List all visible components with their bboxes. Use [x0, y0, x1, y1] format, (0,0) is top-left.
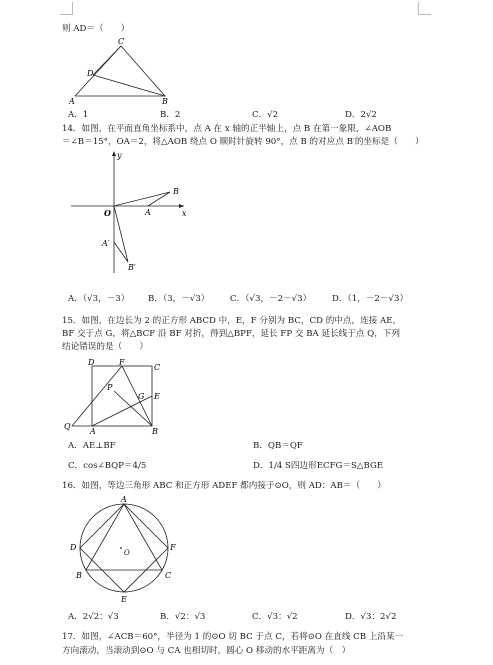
crop-mark-right	[418, 2, 431, 15]
q14-option-a: A．（√3，－3）	[68, 294, 130, 304]
label-B: B	[76, 571, 82, 580]
label-A: A	[121, 495, 127, 504]
q13-option-d: D．2√2	[345, 110, 377, 120]
q16-figure	[70, 495, 176, 604]
label-B: B	[152, 427, 158, 436]
label-B-prime: B′	[128, 263, 136, 272]
label-A-prime: A′	[102, 239, 110, 248]
q14-line2: ＝∠B＝15°，OA＝2，将△AOB 绕点 O 顺时针旋转 90°，点 B 的对应点 B′的坐标是（ ）	[62, 137, 424, 147]
label-A: A	[145, 208, 151, 217]
q16-option-c: C．√3：√2	[252, 612, 298, 622]
label-B: B	[162, 97, 168, 106]
label-x: x	[182, 209, 187, 218]
q14-option-b: B．（3，－√3）	[148, 294, 210, 304]
label-Q: Q	[64, 422, 71, 431]
label-D: D	[70, 543, 77, 552]
label-y: y	[117, 151, 122, 160]
label-O: O	[104, 208, 111, 218]
label-E: E	[121, 595, 127, 604]
label-B: B	[173, 187, 179, 196]
q17-line1: 17．如图，∠ACB＝60°，半径为 1 的⊙O 切 BC 于点 C，若将⊙O 在直线 CB 上沿某一	[62, 632, 404, 642]
q13-option-b: B．2	[160, 110, 181, 120]
q16-option-b: B．√2：√3	[160, 612, 206, 622]
label-F: F	[170, 543, 176, 552]
crop-mark-left	[60, 2, 73, 15]
label-D: D	[88, 358, 95, 367]
q15-option-b: B．QB＝QF	[253, 441, 303, 451]
label-A: A	[69, 97, 75, 106]
label-E: E	[154, 392, 160, 401]
label-C: C	[118, 37, 125, 46]
label-O: O	[124, 549, 130, 557]
q15-line3: 结论错误的是（ ）	[62, 342, 148, 352]
q16-line1: 16．如图，等边三角形 ABC 和正方形 ADEF 都内接于⊙O，则 AD：AB＝（ ）	[62, 481, 386, 491]
q13-option-c: C．√2	[252, 110, 279, 120]
q15-figure	[64, 356, 174, 436]
q15-line2: BF 交于点 G，将△BCF 沿 BF 对折，得到△BPF，延长 FP 交 BA 延长线于点 Q，下列	[62, 329, 400, 339]
q16-option-d: D．√3：2√2	[345, 612, 397, 622]
label-G: G	[138, 392, 145, 401]
label-P: P	[107, 383, 113, 392]
q17-line2: 方向滚动，当滚动到⊙O 与 CA 也相切时，圆心 O 移动的水平距离为（ ）	[62, 646, 351, 656]
q16-option-a: A．2√2：√3	[68, 612, 119, 622]
q14-option-c: C．（√3，－2－√3）	[230, 294, 312, 304]
label-D: D	[87, 69, 94, 78]
q15-option-a: A．AE⊥BF	[68, 441, 116, 451]
label-C: C	[165, 571, 172, 580]
q13-tail: 则 AD＝（ ）	[62, 24, 130, 34]
label-F: F	[119, 358, 125, 367]
q15-option-d: D．1/4 S四边形ECFG＝S△BGE	[253, 461, 384, 471]
label-C: C	[154, 363, 161, 372]
q15-line1: 15．如图，在边长为 2 的正方形 ABCD 中，E，F 分别为 BC，CD 的中点，连接 AE，	[62, 316, 402, 326]
q14-line1: 14．如图，在平面直角坐标系中，点 A 在 x 轴的正半轴上，点 B 在第一象限，∠AOB	[62, 124, 392, 134]
label-A: A	[90, 427, 96, 436]
q13-option-a: A．1	[68, 110, 89, 120]
q13-figure	[60, 38, 180, 108]
q14-figure	[66, 148, 206, 288]
q15-option-c: C．cos∠BQP＝4/5	[68, 461, 147, 471]
q14-option-d: D．（1，－2－√3）	[332, 294, 409, 304]
